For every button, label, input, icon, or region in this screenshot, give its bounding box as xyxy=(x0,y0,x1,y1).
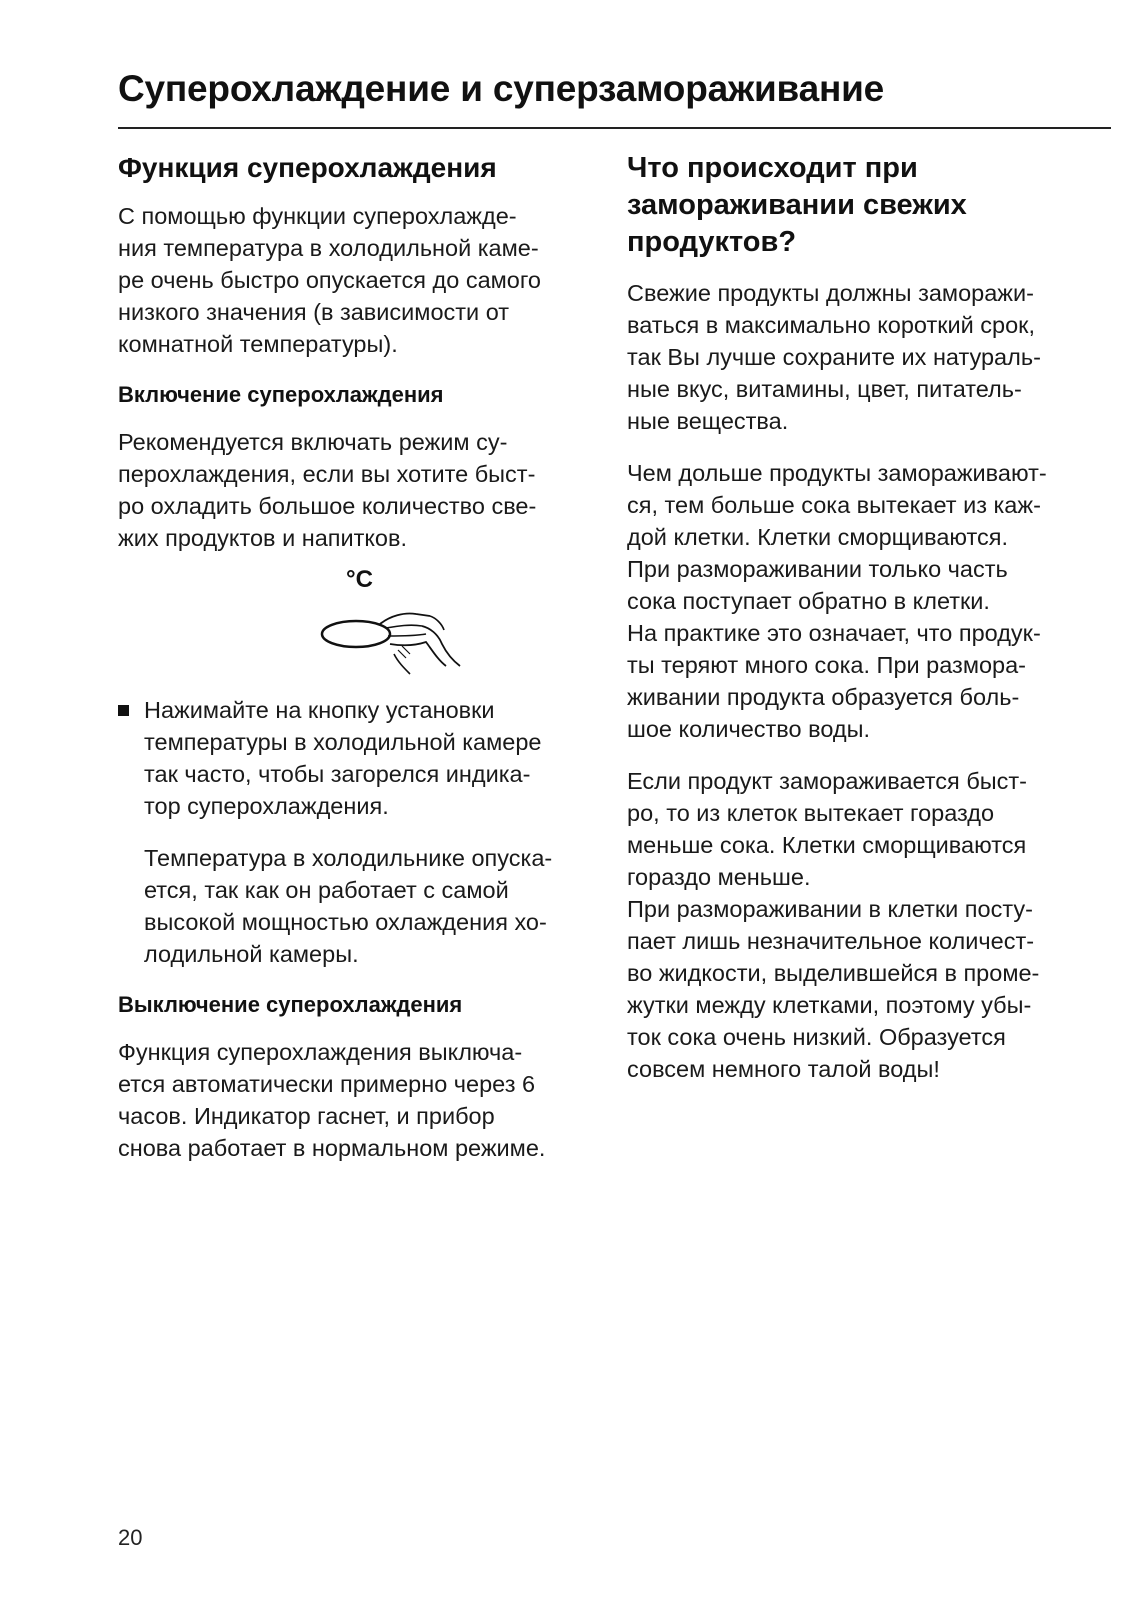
paragraph-supercooling-on: Рекомендуется включать режим су- перохлаждения, если вы хотите быст- ро охладить большое количество све- жих продуктов и напитков. xyxy=(118,429,537,551)
finger-pressing-button-icon xyxy=(318,606,468,681)
heading-supercooling-off: Выключение суперохлаждения xyxy=(118,992,463,1017)
heading-supercooling-on: Включение суперохлаждения xyxy=(118,382,444,407)
section-title-freezing: Что происходит при замораживании свежих продуктов? xyxy=(627,152,967,258)
temperature-button-figure xyxy=(118,566,603,686)
celsius-label: °C xyxy=(346,566,373,593)
intro-paragraph: С помощью функции суперохлажде- ния температура в холодильной каме- ре очень быстро опускается до самого низкого значения (в зависимости от комнатной температуры). xyxy=(118,203,541,357)
freezing-paragraph-1: Свежие продукты должны заморажи- ваться в максимально короткий срок, так Вы лучше сохраните их натураль- ные вкус, витамины, цвет, питатель- ные вещества. xyxy=(627,280,1041,434)
section-title-supercooling: Функция суперохлаждения xyxy=(118,152,497,183)
page-title: Суперохлаждение и суперзамораживание xyxy=(118,68,885,109)
instruction-note: Температура в холодильнике опуска- ется, так как он работает с самой высокой мощностью охлаждения хо- лодильной камеры. xyxy=(144,845,553,967)
bullet-square-icon xyxy=(118,705,129,716)
instruction-bullet xyxy=(118,694,603,822)
page-number: 20 xyxy=(118,1525,143,1550)
instruction-text: Нажимайте на кнопку установки температуры в холодильной камере так часто, чтобы загорелся индика- тор суперохлаждения. xyxy=(144,697,542,819)
right-column xyxy=(627,150,1107,1105)
title-divider xyxy=(118,127,1111,129)
freezing-paragraph-2: Чем дольше продукты замораживают- ся, тем больше сока вытекает из каж- дой клетки. Клетки сморщиваются. При размораживании только часть сока поступает обратно в клетки. На практике это означает, что продук- ты теряют много сока. При размора- живании продукта образуется боль- шое количество воды. xyxy=(627,460,1047,742)
left-column xyxy=(118,150,603,1184)
paragraph-supercooling-off: Функция суперохлаждения выключа- ется автоматически примерно через 6 часов. Индикатор гаснет, и прибор снова работает в нормальном режиме. xyxy=(118,1039,546,1161)
freezing-paragraph-3: Если продукт замораживается быст- ро, то из клеток вытекает гораздо меньше сока. Клетки сморщиваются гораздо меньше. При размораживании в клетки посту- пает лишь незначительное количест- во жидкости, выделившейся в проме- жутки между клетками, поэтому убы- ток сока очень низкий. Образуется совсем немного талой воды! xyxy=(627,768,1040,1082)
